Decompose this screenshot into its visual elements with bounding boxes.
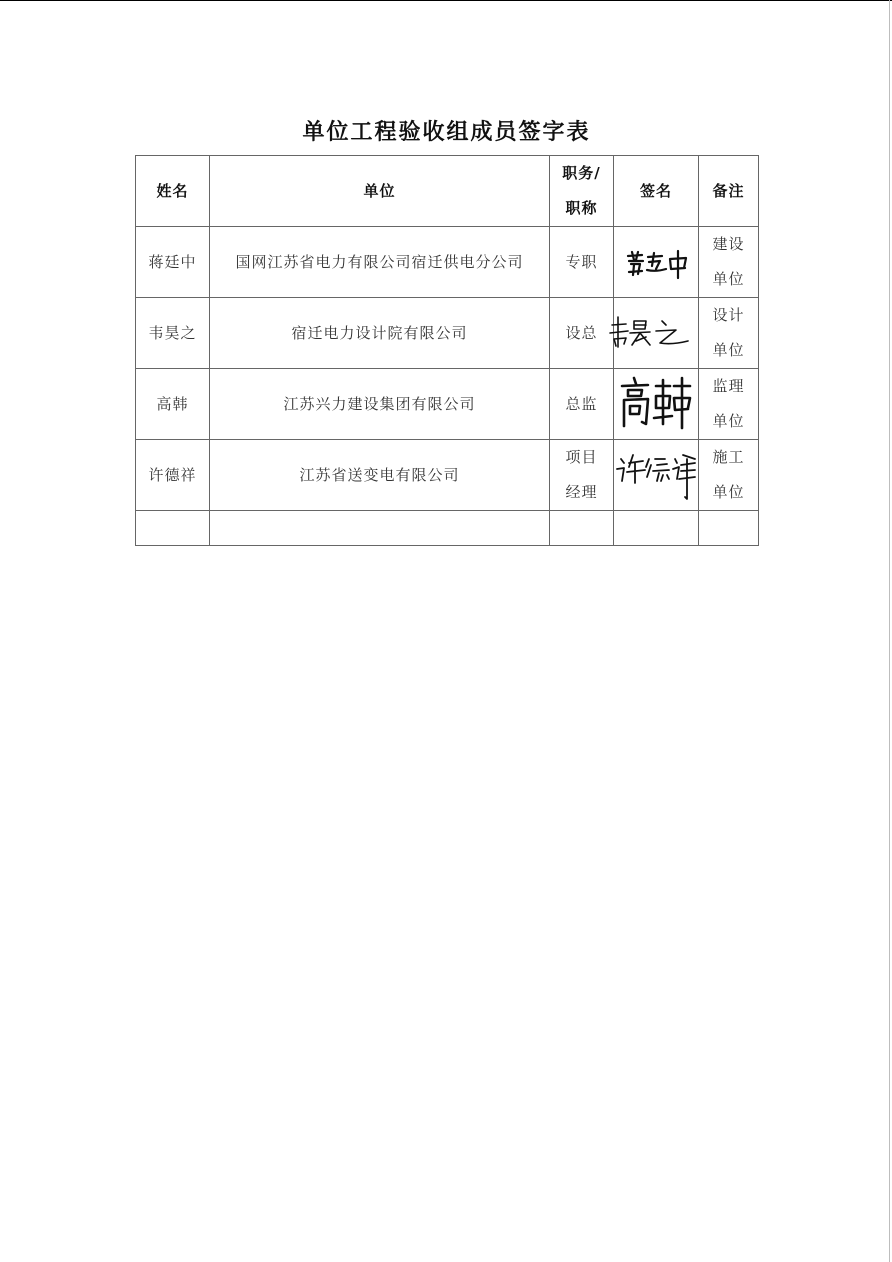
- table-row: [136, 227, 759, 298]
- signature-image: [616, 242, 696, 282]
- page-title: 单位工程验收组成员签字表: [302, 119, 591, 145]
- position-line1: 项目: [565, 448, 598, 466]
- empty-cell: [699, 511, 759, 546]
- header-remark: 备注: [699, 156, 759, 227]
- table-header-row: [136, 156, 759, 227]
- empty-cell: [210, 511, 550, 546]
- member-position: 总监: [550, 369, 614, 440]
- table-row: [136, 369, 759, 440]
- remark-line2: 单位: [712, 483, 745, 501]
- member-name: 许德祥: [136, 440, 210, 511]
- header-unit: 单位: [210, 156, 550, 227]
- member-unit: 江苏兴力建设集团有限公司: [210, 369, 550, 440]
- remark-line1: 建设: [712, 235, 745, 253]
- header-name: 姓名: [136, 156, 210, 227]
- member-remark: [699, 369, 759, 440]
- remark-line1: 监理: [712, 377, 745, 395]
- member-name: 蒋廷中: [136, 227, 210, 298]
- page-top-border: [0, 0, 892, 1]
- header-position-line1: 职务/: [562, 164, 601, 182]
- member-remark: [699, 440, 759, 511]
- signature-image: [606, 311, 690, 355]
- remark-line2: 单位: [712, 270, 745, 288]
- handwritten-signature: [614, 369, 699, 440]
- empty-cell: [550, 511, 614, 546]
- handwritten-signature: [614, 298, 699, 369]
- member-name: 韦昊之: [136, 298, 210, 369]
- signature-table: [135, 155, 759, 546]
- empty-cell: [136, 511, 210, 546]
- handwritten-signature: [614, 440, 699, 511]
- member-unit: 江苏省送变电有限公司: [210, 440, 550, 511]
- remark-line1: 施工: [712, 448, 745, 466]
- table-row: [136, 440, 759, 511]
- handwritten-signature: [614, 227, 699, 298]
- remark-line2: 单位: [712, 412, 745, 430]
- header-position-line2: 职称: [565, 199, 598, 217]
- empty-cell: [614, 511, 699, 546]
- member-position: 专职: [550, 227, 614, 298]
- signature-image: [616, 374, 696, 434]
- member-name: 高韩: [136, 369, 210, 440]
- signature-image: [615, 447, 697, 503]
- member-remark: [699, 227, 759, 298]
- header-position: [550, 156, 614, 227]
- member-unit: 国网江苏省电力有限公司宿迁供电分公司: [210, 227, 550, 298]
- header-signature: 签名: [614, 156, 699, 227]
- member-unit: 宿迁电力设计院有限公司: [210, 298, 550, 369]
- table-row-empty: [136, 511, 759, 546]
- member-position: [550, 440, 614, 511]
- remark-line1: 设计: [712, 306, 745, 324]
- table-row: [136, 298, 759, 369]
- member-remark: [699, 298, 759, 369]
- page-right-border: [889, 0, 890, 1262]
- position-line2: 经理: [565, 483, 598, 501]
- remark-line2: 单位: [712, 341, 745, 359]
- member-position: 设总: [550, 298, 614, 369]
